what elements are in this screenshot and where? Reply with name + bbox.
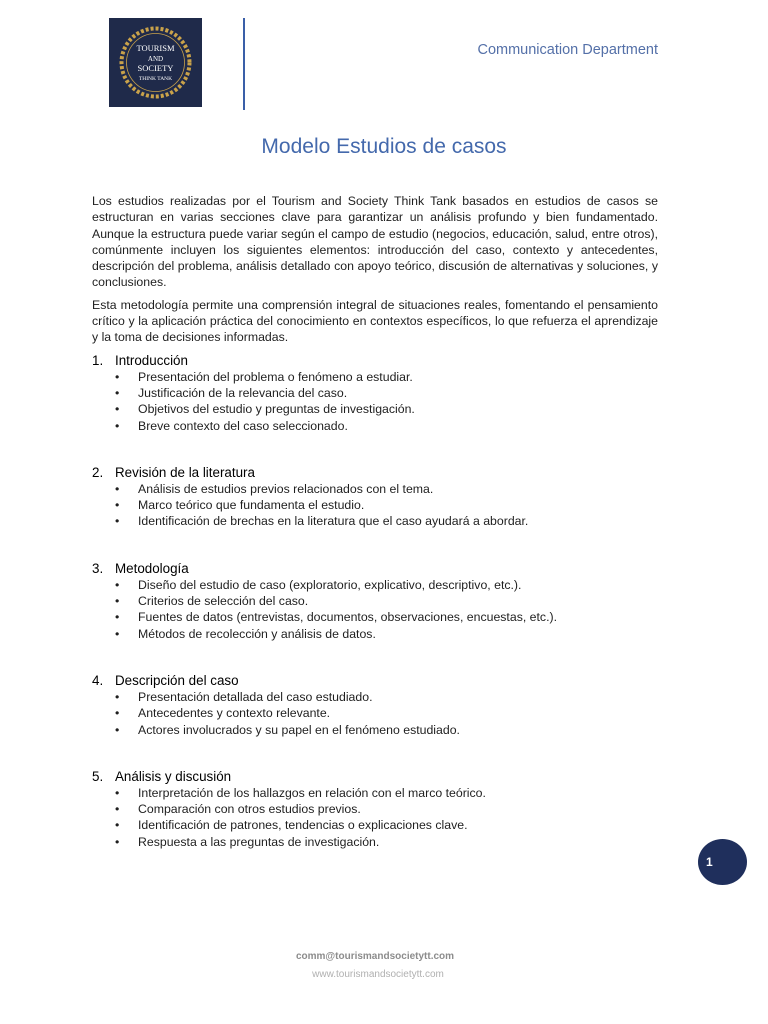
department-label: Communication Department bbox=[477, 42, 658, 58]
bullet-icon: • bbox=[115, 834, 120, 849]
bullet-list bbox=[92, 369, 658, 434]
bullet-list bbox=[92, 481, 658, 530]
section bbox=[92, 464, 658, 560]
document-body bbox=[92, 193, 658, 850]
section-title: Metodología bbox=[115, 560, 189, 576]
section bbox=[92, 560, 658, 672]
section-heading bbox=[92, 464, 658, 481]
section-heading bbox=[92, 672, 658, 689]
bullet-icon: • bbox=[115, 610, 120, 625]
logo-line-4: THINK TANK bbox=[138, 76, 173, 82]
bullet-icon: • bbox=[115, 385, 120, 400]
bullet-icon: • bbox=[115, 706, 120, 721]
list-item-text: Justificación de la relevancia del caso. bbox=[138, 385, 348, 400]
list-item bbox=[92, 401, 658, 417]
list-item-text: Presentación del problema o fenómeno a estudiar. bbox=[138, 369, 413, 384]
list-item bbox=[92, 418, 658, 434]
list-item-text: Respuesta a las preguntas de investigación. bbox=[138, 834, 380, 849]
list-item bbox=[92, 801, 658, 817]
bullet-icon: • bbox=[115, 514, 120, 529]
section-number: 4. bbox=[92, 672, 104, 688]
list-item bbox=[92, 369, 658, 385]
list-item-text: Criterios de selección del caso. bbox=[138, 594, 309, 609]
section-title: Descripción del caso bbox=[115, 672, 239, 688]
bullet-icon: • bbox=[115, 402, 120, 417]
bullet-icon: • bbox=[115, 722, 120, 737]
list-item bbox=[92, 513, 658, 529]
list-item-text: Presentación detallada del caso estudiado. bbox=[138, 689, 373, 704]
list-item-text: Diseño del estudio de caso (exploratorio, explicativo, descriptivo, etc.). bbox=[138, 577, 522, 592]
list-item bbox=[92, 689, 658, 705]
list-item-text: Objetivos del estudio y preguntas de investigación. bbox=[138, 402, 415, 417]
list-item-text: Comparación con otros estudios previos. bbox=[138, 802, 361, 817]
section-title: Revisión de la literatura bbox=[115, 464, 255, 480]
bullet-icon: • bbox=[115, 418, 120, 433]
list-item bbox=[92, 481, 658, 497]
bullet-icon: • bbox=[115, 594, 120, 609]
list-item-text: Breve contexto del caso seleccionado. bbox=[138, 418, 348, 433]
footer-website: www.tourismandsocietytt.com bbox=[312, 969, 444, 980]
list-item bbox=[92, 577, 658, 593]
footer-email: comm@tourismandsocietytt.com bbox=[295, 951, 455, 962]
list-item-text: Métodos de recolección y análisis de datos. bbox=[138, 626, 376, 641]
list-item bbox=[92, 626, 658, 642]
list-item-text: Identificación de brechas en la literatura que el caso ayudará a abordar. bbox=[138, 514, 529, 529]
list-item bbox=[92, 817, 658, 833]
sections-list bbox=[92, 352, 658, 850]
section-heading bbox=[92, 560, 658, 577]
list-item-text: Interpretación de los hallazgos en relación con el marco teórico. bbox=[138, 785, 486, 800]
bullet-icon: • bbox=[115, 802, 120, 817]
section bbox=[92, 768, 658, 850]
think-tank-logo bbox=[109, 18, 202, 107]
page-title: Modelo Estudios de casos bbox=[261, 135, 507, 158]
list-item bbox=[92, 834, 658, 850]
section bbox=[92, 352, 658, 464]
list-item bbox=[92, 785, 658, 801]
list-item-text: Análisis de estudios previos relacionados con el tema. bbox=[138, 481, 434, 496]
list-item bbox=[92, 609, 658, 625]
bullet-list bbox=[92, 785, 658, 850]
list-item-text: Actores involucrados y su papel en el fenómeno estudiado. bbox=[138, 722, 460, 737]
list-item bbox=[92, 385, 658, 401]
section-heading bbox=[92, 352, 658, 369]
bullet-icon: • bbox=[115, 577, 120, 592]
section bbox=[92, 672, 658, 768]
list-item bbox=[92, 497, 658, 513]
section-spacer bbox=[92, 642, 658, 672]
section-number: 2. bbox=[92, 464, 104, 480]
section-number: 5. bbox=[92, 768, 104, 784]
logo-line-3: SOCIETY bbox=[137, 63, 174, 73]
section-heading bbox=[92, 768, 658, 785]
intro-paragraph-1: Los estudios realizadas por el Tourism and Society Think Tank basados en estudios de casos se estructuran en varias secciones clave para garantizar un análisis profundo y bien fundamentado. Aunque la estructura puede variar según el campo de estudio (negocios, educación, salud, entre otros), comúnmente incluyen los siguientes elementos: introducción del caso, contexto y antecedentes, descripción del problema, análisis detallado con apoyo teórico, discusión de alternativas y soluciones, y conclusiones. bbox=[92, 194, 658, 290]
list-item bbox=[92, 722, 658, 738]
header-divider bbox=[243, 18, 245, 110]
page-number-badge: 1 bbox=[698, 839, 747, 885]
list-item bbox=[92, 705, 658, 721]
list-item-text: Antecedentes y contexto relevante. bbox=[138, 706, 331, 721]
bullet-icon: • bbox=[115, 818, 120, 833]
list-item-text: Fuentes de datos (entrevistas, documentos, observaciones, encuestas, etc.). bbox=[138, 610, 558, 625]
section-number: 1. bbox=[92, 352, 104, 368]
bullet-icon: • bbox=[115, 481, 120, 496]
bullet-list bbox=[92, 689, 658, 738]
intro-paragraph-2: Esta metodología permite una comprensión integral de situaciones reales, fomentando el pensamiento crítico y la aplicación práctica del conocimiento en contextos específicos, lo que refuerza el aprendizaje y la toma de decisiones informadas. bbox=[92, 297, 658, 345]
bullet-icon: • bbox=[115, 626, 120, 641]
section-title: Introducción bbox=[115, 352, 188, 368]
section-spacer bbox=[92, 530, 658, 560]
logo-emblem bbox=[109, 18, 202, 107]
logo-line-1: TOURISM bbox=[136, 43, 175, 53]
section-spacer bbox=[92, 738, 658, 768]
list-item-text: Identificación de patrones, tendencias o explicaciones clave. bbox=[138, 818, 468, 833]
section-title: Análisis y discusión bbox=[115, 768, 232, 784]
bullet-icon: • bbox=[115, 689, 120, 704]
bullet-list bbox=[92, 577, 658, 642]
bullet-icon: • bbox=[115, 498, 120, 513]
bullet-icon: • bbox=[115, 785, 120, 800]
list-item bbox=[92, 593, 658, 609]
list-item-text: Marco teórico que fundamenta el estudio. bbox=[138, 498, 365, 513]
section-spacer bbox=[92, 434, 658, 464]
section-number: 3. bbox=[92, 560, 104, 576]
logo-line-2: AND bbox=[147, 55, 164, 63]
bullet-icon: • bbox=[115, 369, 120, 384]
